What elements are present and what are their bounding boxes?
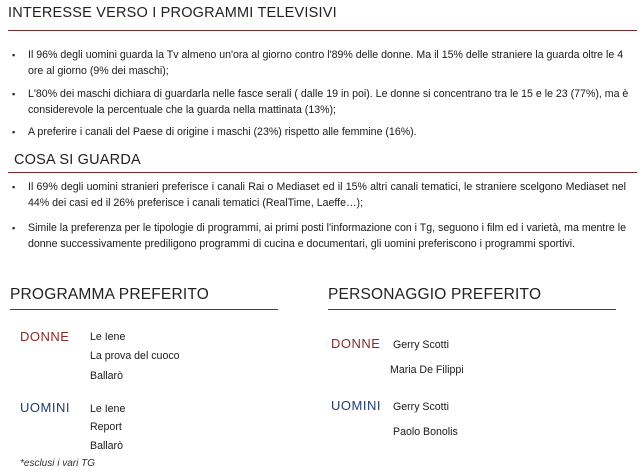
personaggio-uomini-item: Gerry Scotti <box>393 401 449 413</box>
section-title-cosa: COSA SI GUARDA <box>14 152 141 168</box>
section-rule-programma <box>10 309 278 310</box>
category-donne-programma: DONNE <box>20 329 70 344</box>
category-uomini-programma: UOMINI <box>20 400 70 415</box>
bullet-list-interesse <box>12 48 630 141</box>
section-title-personaggio: PERSONAGGIO PREFERITO <box>328 286 542 303</box>
category-uomini-personaggio: UOMINI <box>331 398 381 413</box>
personaggio-uomini-item: Paolo Bonolis <box>393 426 458 438</box>
programma-uomini-item: Ballarò <box>90 440 123 452</box>
section-rule-interesse <box>8 30 637 31</box>
programma-donne-item: Le Iene <box>90 331 126 343</box>
programma-donne-item: La prova del cuoco <box>90 350 180 362</box>
programma-uomini-item: Report <box>90 421 122 433</box>
footnote: *esclusi i vari TG <box>20 458 96 469</box>
bullet-item: ▪ L'80% dei maschi dichiara di guardarla nelle fasce serali ( dalle 19 in poi). Le donne si concentrano tra le 15 e le 23 (77%), ma è considerevole la percentuale che la guarda nella mattinata (13%); <box>12 87 630 118</box>
category-donne-personaggio: DONNE <box>331 336 381 351</box>
bullet-item: ▪ Il 96% degli uomini guarda la Tv almeno un'ora al giorno contro l'89% delle donne. Ma il 15% delle straniere la guarda oltre le 4 ore al giorno (9% dei maschi); <box>12 48 630 79</box>
programma-uomini-item: Le Iene <box>90 403 126 415</box>
section-title-programma: PROGRAMMA PREFERITO <box>10 286 210 303</box>
personaggio-donne-item: Gerry Scotti <box>393 339 449 351</box>
personaggio-donne-item: Maria De Filippi <box>390 364 464 376</box>
bullet-item: ▪ Simile la preferenza per le tipologie di programmi, ai primi posti l'informazione con i Tg, seguono i film ed i varietà, ma mentre le donne successivamente prediligono programmi di cucina e documentari, gli uomini preferiscono i programmi sportivi. <box>12 221 626 252</box>
bullet-list-cosa <box>12 180 626 252</box>
section-rule-cosa <box>8 172 637 173</box>
section-rule-personaggio <box>328 309 616 310</box>
bullet-item: ▪ Il 69% degli uomini stranieri preferisce i canali Rai o Mediaset ed il 15% altri canali tematici, le straniere scelgono Mediaset nel 44% dei casi ed il 26% preferisce i canali tematici (RealTime, Laeffe…); <box>12 180 626 211</box>
bullet-item: ▪ A preferire i canali del Paese di origine i maschi (23%) rispetto alle femmine (16%). <box>12 125 630 141</box>
programma-donne-item: Ballarò <box>90 370 123 382</box>
section-title-interesse: INTERESSE VERSO I PROGRAMMI TELEVISIVI <box>8 5 337 21</box>
